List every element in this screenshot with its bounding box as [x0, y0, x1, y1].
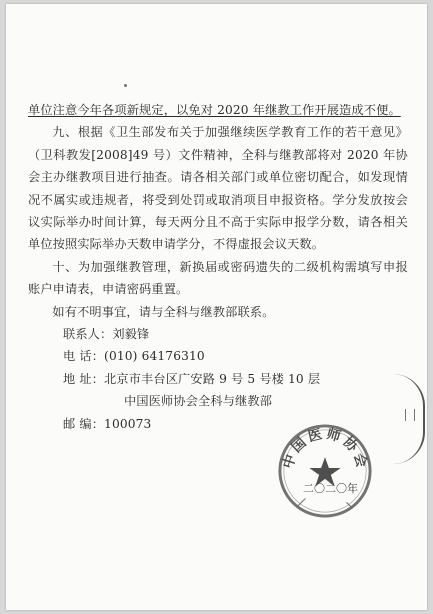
contact-address: 地 址：北京市丰台区广安路 9 号 5 号楼 10 层	[63, 371, 321, 386]
contact-postcode: 邮 编：100073	[63, 416, 152, 431]
seal-text: 中国医师协会	[280, 425, 371, 472]
document-body	[28, 99, 408, 435]
contact-address-org: 中国医师协会全科与继教部	[124, 394, 273, 409]
paragraph-ten: 十、为加强继教管理，新换届或密码遗失的二级机构需填写申报账户申请表，申请密码重置。	[28, 259, 408, 297]
closing-line: 如有不明事宜，请与全科与继教部联系。	[52, 304, 275, 319]
contact-phone: 电 话：(010) 64176310	[63, 349, 205, 364]
contact-person: 联系人：刘毅锋	[63, 327, 150, 342]
official-seal-icon	[276, 422, 374, 520]
paragraph-nine: 九、根据《卫生部发布关于加强继续医学教育工作的若干意见》（卫科教发[2008]49 号）文件精神，全科与继教部将对 2020 年协会主办继教项目进行抽查。请各相关部门或单位密切配合，如发现情况不属实或违规者，将受到处罚或取消项目申报资格。学分发放按会议实际举办时间计算，每天两分且不高于实际申报学分数，请各相关单位按照实际举办天数申请学分，不得虚报会议天数。	[28, 125, 408, 252]
seal-date: 二〇二〇年	[303, 482, 358, 495]
scan-edge-mark	[405, 409, 415, 421]
document-page	[6, 4, 427, 610]
scan-speck	[124, 84, 127, 87]
paragraph-continued: 单位注意今年各项新规定，以免对 2020 年继教工作开展造成不便。	[28, 103, 401, 117]
